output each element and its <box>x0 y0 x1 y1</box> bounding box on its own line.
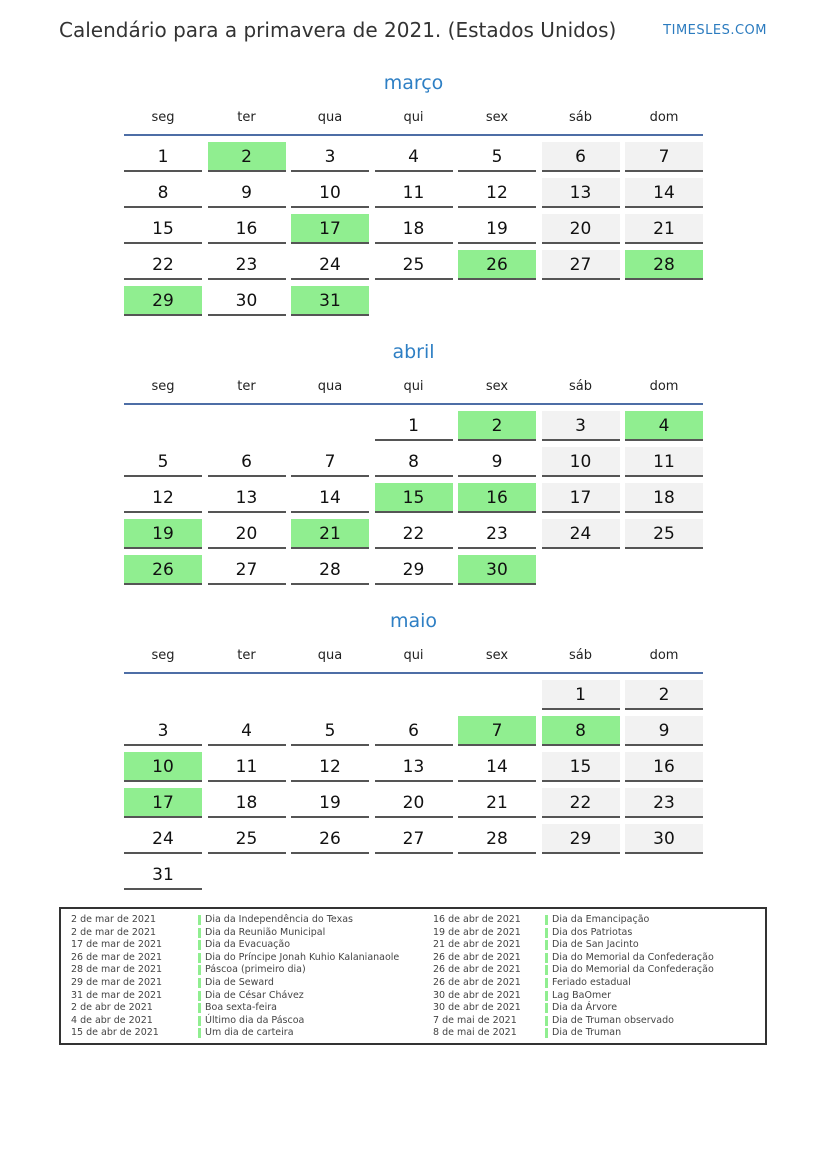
legend-date: 2 de mar de 2021 <box>71 926 157 938</box>
day-cell: 4 <box>208 716 286 746</box>
day-cell: 18 <box>625 483 703 513</box>
day-cell: 10 <box>542 447 620 477</box>
day-cell: 1 <box>375 411 453 441</box>
legend-row <box>433 1015 763 1028</box>
day-cell: 20 <box>375 788 453 818</box>
legend-color-marker <box>198 965 201 975</box>
day-cell: 30 <box>208 286 286 316</box>
month-title: março <box>383 72 444 94</box>
header-separator <box>124 403 703 405</box>
legend-holiday-name: Um dia de carteira <box>205 1027 294 1039</box>
legend-holiday-name: Dia da Independência do Texas <box>205 914 353 925</box>
legend-row <box>71 927 411 940</box>
brand-link[interactable]: TIMESLES.COM <box>663 23 767 38</box>
holiday-day-cell: 17 <box>291 214 369 244</box>
holiday-day-cell: 8 <box>542 716 620 746</box>
day-cell: 24 <box>291 250 369 280</box>
legend-row <box>71 939 411 952</box>
legend-color-marker <box>545 915 548 925</box>
legend-date: 26 de abr de 2021 <box>433 976 521 988</box>
legend-holiday-name: Feriado estadual <box>552 976 631 988</box>
day-cell: 21 <box>625 214 703 244</box>
legend-column-left <box>71 914 411 1040</box>
day-cell: 5 <box>124 447 202 477</box>
legend-color-marker <box>545 965 548 975</box>
day-cell: 22 <box>542 788 620 818</box>
day-cell: 24 <box>542 519 620 549</box>
legend-holiday-name: Dia do Príncipe Jonah Kuhio Kalanianaole <box>205 951 400 963</box>
legend-holiday-name: Lag BaOmer <box>552 989 611 1001</box>
legend-color-marker <box>198 953 201 963</box>
holiday-day-cell: 28 <box>625 250 703 280</box>
weekday-label: qua <box>317 648 343 663</box>
day-cell: 12 <box>291 752 369 782</box>
legend-color-marker <box>545 978 548 988</box>
legend-holiday-name: Dia de Truman <box>552 1027 622 1039</box>
day-cell: 18 <box>375 214 453 244</box>
day-cell: 6 <box>375 716 453 746</box>
day-cell: 15 <box>542 752 620 782</box>
day-cell: 17 <box>542 483 620 513</box>
legend-holiday-name: Dia de César Chávez <box>205 989 304 1001</box>
month-may <box>124 608 703 885</box>
legend-date: 29 de mar de 2021 <box>71 976 163 988</box>
day-cell: 2 <box>625 680 703 710</box>
legend-date: 30 de abr de 2021 <box>433 989 521 1001</box>
legend-date: 30 de abr de 2021 <box>433 1002 521 1014</box>
legend-date: 15 de abr de 2021 <box>71 1027 159 1039</box>
day-cell: 19 <box>458 214 536 244</box>
holiday-day-cell: 31 <box>291 286 369 316</box>
day-cell: 25 <box>208 824 286 854</box>
day-cell: 27 <box>375 824 453 854</box>
legend-holiday-name: Dia do Memorial da Confederação <box>552 964 714 976</box>
page-title: Calendário para a primavera de 2021. (Estados Unidos) <box>59 18 617 42</box>
day-cell: 12 <box>124 483 202 513</box>
weekday-label: dom <box>649 648 679 663</box>
legend-row <box>433 964 763 977</box>
weekday-label: sex <box>485 379 509 394</box>
weekday-label: dom <box>649 110 679 125</box>
legend-date: 21 de abr de 2021 <box>433 939 521 951</box>
holiday-legend <box>59 907 767 1045</box>
day-cell: 27 <box>542 250 620 280</box>
legend-date: 26 de mar de 2021 <box>71 951 163 963</box>
legend-date: 8 de mai de 2021 <box>433 1027 517 1039</box>
day-cell: 28 <box>458 824 536 854</box>
day-cell: 6 <box>208 447 286 477</box>
weekday-label: seg <box>151 110 175 125</box>
legend-row <box>433 977 763 990</box>
legend-date: 26 de abr de 2021 <box>433 951 521 963</box>
legend-row <box>433 927 763 940</box>
day-cell: 5 <box>291 716 369 746</box>
weekday-label: qua <box>317 110 343 125</box>
legend-color-marker <box>545 953 548 963</box>
holiday-day-cell: 4 <box>625 411 703 441</box>
weekday-label: qui <box>403 110 424 125</box>
day-cell: 11 <box>625 447 703 477</box>
legend-holiday-name: Dia do Memorial da Confederação <box>552 951 714 963</box>
holiday-day-cell: 30 <box>458 555 536 585</box>
day-cell: 8 <box>375 447 453 477</box>
day-cell: 30 <box>625 824 703 854</box>
legend-row <box>433 952 763 965</box>
day-cell: 9 <box>625 716 703 746</box>
legend-color-marker <box>545 1016 548 1026</box>
day-cell: 22 <box>124 250 202 280</box>
holiday-day-cell: 29 <box>124 286 202 316</box>
day-cell: 6 <box>542 142 620 172</box>
weekday-label: sex <box>485 648 509 663</box>
weekday-label: qua <box>317 379 343 394</box>
month-title: maio <box>389 610 438 632</box>
day-cell: 28 <box>291 555 369 585</box>
day-cell: 22 <box>375 519 453 549</box>
holiday-day-cell: 21 <box>291 519 369 549</box>
holiday-day-cell: 7 <box>458 716 536 746</box>
legend-holiday-name: Dia de San Jacinto <box>552 939 639 951</box>
day-cell: 11 <box>208 752 286 782</box>
day-cell: 20 <box>208 519 286 549</box>
day-cell: 14 <box>625 178 703 208</box>
day-cell: 11 <box>375 178 453 208</box>
legend-color-marker <box>198 978 201 988</box>
weekday-label: seg <box>151 648 175 663</box>
day-cell: 7 <box>291 447 369 477</box>
legend-holiday-name: Boa sexta-feira <box>205 1002 277 1014</box>
day-cell: 31 <box>124 860 202 890</box>
day-cell: 29 <box>375 555 453 585</box>
day-cell: 10 <box>291 178 369 208</box>
holiday-day-cell: 26 <box>124 555 202 585</box>
day-cell: 8 <box>124 178 202 208</box>
holiday-day-cell: 19 <box>124 519 202 549</box>
weekday-label: sex <box>485 110 509 125</box>
legend-color-marker <box>198 915 201 925</box>
legend-color-marker <box>198 940 201 950</box>
weekday-label: sáb <box>569 648 592 663</box>
legend-row <box>71 914 411 927</box>
legend-color-marker <box>198 1028 201 1038</box>
legend-date: 28 de mar de 2021 <box>71 964 163 976</box>
day-cell: 29 <box>542 824 620 854</box>
day-cell: 15 <box>124 214 202 244</box>
day-cell: 7 <box>625 142 703 172</box>
legend-row <box>71 977 411 990</box>
header-separator <box>124 134 703 136</box>
day-cell: 12 <box>458 178 536 208</box>
legend-date: 26 de abr de 2021 <box>433 964 521 976</box>
holiday-day-cell: 26 <box>458 250 536 280</box>
legend-row <box>71 964 411 977</box>
legend-row <box>433 939 763 952</box>
day-cell: 14 <box>458 752 536 782</box>
month-title: abril <box>392 341 435 363</box>
legend-row <box>71 1027 411 1040</box>
day-cell: 9 <box>208 178 286 208</box>
weekday-header <box>124 110 703 130</box>
day-cell: 16 <box>625 752 703 782</box>
legend-color-marker <box>198 1016 201 1026</box>
legend-holiday-name: Dia da Árvore <box>552 1002 618 1014</box>
legend-color-marker <box>545 940 548 950</box>
day-cell: 13 <box>375 752 453 782</box>
legend-color-marker <box>545 1028 548 1038</box>
weekday-header <box>124 379 703 399</box>
day-cell: 1 <box>124 142 202 172</box>
day-cell: 25 <box>625 519 703 549</box>
legend-color-marker <box>198 928 201 938</box>
day-cell: 19 <box>291 788 369 818</box>
legend-holiday-name: Páscoa (primeiro dia) <box>205 964 306 976</box>
legend-date: 2 de mar de 2021 <box>71 914 157 925</box>
day-cell: 9 <box>458 447 536 477</box>
header-separator <box>124 672 703 674</box>
legend-color-marker <box>545 991 548 1001</box>
month-april <box>124 339 703 580</box>
holiday-day-cell: 2 <box>458 411 536 441</box>
day-cell: 3 <box>124 716 202 746</box>
day-cell: 23 <box>208 250 286 280</box>
legend-date: 7 de mai de 2021 <box>433 1014 517 1026</box>
weekday-label: dom <box>649 379 679 394</box>
legend-holiday-name: Último dia da Páscoa <box>205 1014 305 1026</box>
legend-row <box>71 1015 411 1028</box>
day-cell: 18 <box>208 788 286 818</box>
legend-holiday-name: Dia de Seward <box>205 976 274 988</box>
legend-row <box>71 1002 411 1015</box>
day-cell: 13 <box>542 178 620 208</box>
day-cell: 3 <box>291 142 369 172</box>
day-cell: 14 <box>291 483 369 513</box>
month-march <box>124 70 703 311</box>
legend-color-marker <box>198 991 201 1001</box>
day-cell: 13 <box>208 483 286 513</box>
weekday-label: ter <box>237 379 256 394</box>
weekday-label: sáb <box>569 379 592 394</box>
legend-row <box>433 914 763 927</box>
legend-holiday-name: Dia de Truman observado <box>552 1014 674 1026</box>
weekday-label: sáb <box>569 110 592 125</box>
day-cell: 23 <box>458 519 536 549</box>
holiday-day-cell: 17 <box>124 788 202 818</box>
legend-date: 31 de mar de 2021 <box>71 989 163 1001</box>
legend-color-marker <box>545 1003 548 1013</box>
day-cell: 3 <box>542 411 620 441</box>
weekday-header <box>124 648 703 668</box>
legend-row <box>433 1002 763 1015</box>
legend-column-right <box>433 914 763 1040</box>
day-cell: 26 <box>291 824 369 854</box>
day-cell: 5 <box>458 142 536 172</box>
day-cell: 23 <box>625 788 703 818</box>
holiday-day-cell: 15 <box>375 483 453 513</box>
holiday-day-cell: 2 <box>208 142 286 172</box>
legend-row <box>433 1027 763 1040</box>
weekday-label: qui <box>403 379 424 394</box>
legend-date: 2 de abr de 2021 <box>71 1002 153 1014</box>
legend-holiday-name: Dia da Reunião Municipal <box>205 926 326 938</box>
legend-holiday-name: Dia da Emancipação <box>552 914 650 925</box>
legend-row <box>71 952 411 965</box>
legend-color-marker <box>198 1003 201 1013</box>
holiday-day-cell: 16 <box>458 483 536 513</box>
weekday-label: ter <box>237 648 256 663</box>
day-cell: 21 <box>458 788 536 818</box>
weekday-label: seg <box>151 379 175 394</box>
legend-row <box>433 990 763 1003</box>
day-cell: 4 <box>375 142 453 172</box>
legend-date: 4 de abr de 2021 <box>71 1014 153 1026</box>
legend-date: 19 de abr de 2021 <box>433 926 521 938</box>
legend-date: 16 de abr de 2021 <box>433 914 521 925</box>
day-cell: 24 <box>124 824 202 854</box>
page-header <box>59 18 767 48</box>
legend-color-marker <box>545 928 548 938</box>
legend-date: 17 de mar de 2021 <box>71 939 163 951</box>
legend-holiday-name: Dia dos Patriotas <box>552 926 633 938</box>
day-cell: 27 <box>208 555 286 585</box>
weekday-label: qui <box>403 648 424 663</box>
weekday-label: ter <box>237 110 256 125</box>
legend-holiday-name: Dia da Evacuação <box>205 939 291 951</box>
day-cell: 25 <box>375 250 453 280</box>
legend-row <box>71 990 411 1003</box>
day-cell: 1 <box>542 680 620 710</box>
holiday-day-cell: 10 <box>124 752 202 782</box>
day-cell: 16 <box>208 214 286 244</box>
day-cell: 20 <box>542 214 620 244</box>
